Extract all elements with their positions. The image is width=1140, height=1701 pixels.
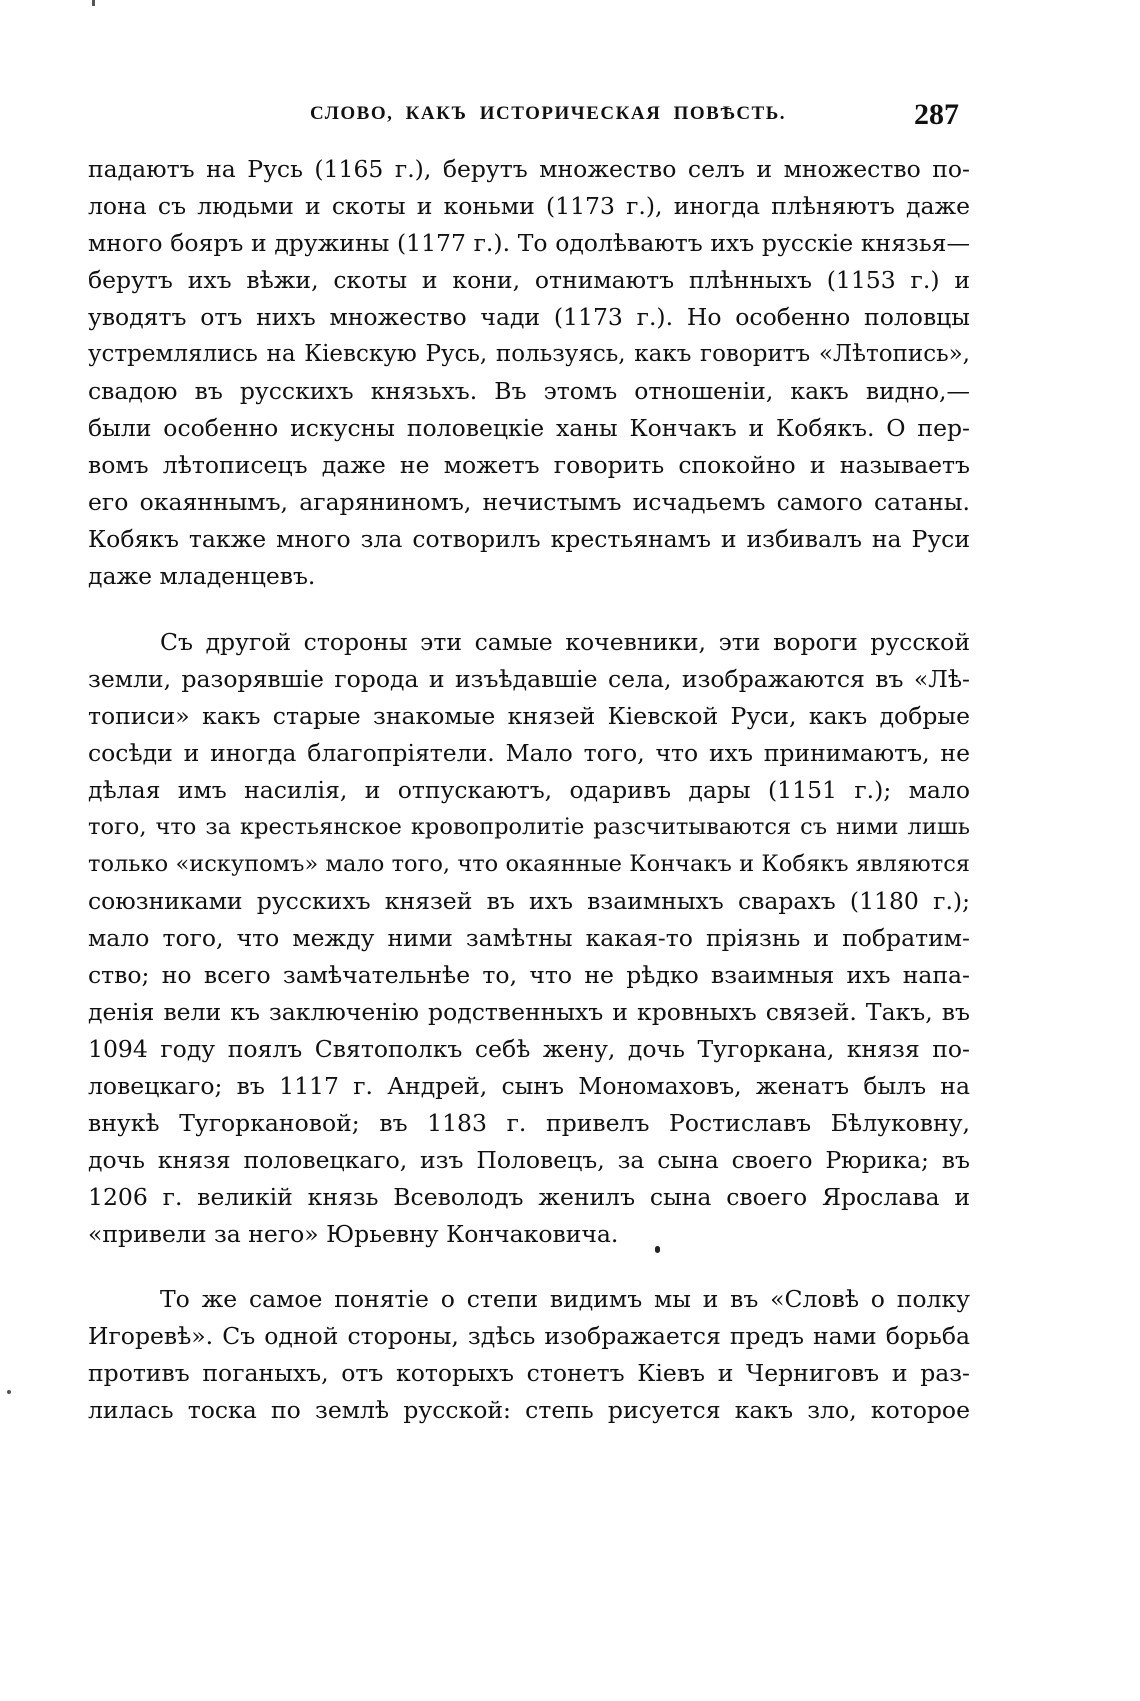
scan-speck	[92, 0, 95, 6]
text-line: дочь князя половецкаго, изъ Половецъ, за сына своего Рюрика; въ	[88, 1146, 970, 1174]
text-line: дѣлая имъ насилія, и отпускаютъ, одаривъ дары (1151 г.); мало	[88, 776, 970, 804]
text-line: Кобякъ также много зла сотворилъ крестьянамъ и избивалъ на Руси	[88, 525, 970, 553]
text-line: мало того, что между ними замѣтны какая-то пріязнь и побратим-	[88, 924, 970, 952]
text-line: даже младенцевъ.	[88, 562, 316, 590]
text-line: 1094 году поялъ Святополкъ себѣ жену, дочь Тугоркана, князя по-	[88, 1035, 970, 1063]
text-line: тописи» какъ старые знакомые князей Кіевской Руси, какъ добрые	[88, 702, 970, 730]
text-line: много бояръ и дружины (1177 г.). То одолѣваютъ ихъ русскіе князья—	[88, 229, 970, 257]
text-line: союзниками русскихъ князей въ ихъ взаимныхъ сварахъ (1180 г.);	[88, 887, 970, 915]
text-line: ство; но всего замѣчательнѣе то, что не рѣдко взаимныя ихъ напа-	[88, 961, 970, 989]
text-line: Игоревѣ». Съ одной стороны, здѣсь изображается предъ нами борьба	[88, 1322, 970, 1350]
text-line: свадою въ русскихъ князьхъ. Въ этомъ отношеніи, какъ видно,—	[88, 377, 970, 405]
scan-speck	[655, 1246, 660, 1253]
text-line: берутъ ихъ вѣжи, скоты и кони, отнимаютъ плѣнныхъ (1153 г.) и	[88, 266, 970, 294]
text-line: только «искупомъ» мало того, что окаянные Кончакъ и Кобякъ являются	[88, 851, 970, 877]
scan-speck	[7, 1390, 11, 1394]
text-line: денія вели къ заключенію родственныхъ и кровныхъ связей. Такъ, въ	[88, 998, 970, 1026]
text-line: вомъ лѣтописецъ даже не можетъ говорить спокойно и называетъ	[88, 451, 970, 479]
text-line: лона съ людьми и скоты и коньми (1173 г.), иногда плѣняютъ даже	[88, 192, 970, 220]
text-line: Съ другой стороны эти самые кочевники, эти вороги русской	[160, 628, 970, 656]
text-line: лилась тоска по землѣ русской: степь рисуется какъ зло, которое	[88, 1396, 970, 1424]
text-line: земли, разорявшіе города и изъѣдавшіе села, изображаются въ «Лѣ-	[88, 665, 970, 693]
text-line: сосѣди и иногда благопріятели. Мало того, что ихъ принимаютъ, не	[88, 739, 970, 767]
text-line: То же самое понятіе о степи видимъ мы и въ «Словѣ о полку	[160, 1285, 970, 1313]
page-number: 287	[914, 98, 959, 131]
text-line: были особенно искусны половецкіе ханы Кончакъ и Кобякъ. О пер-	[88, 414, 970, 442]
text-line: падаютъ на Русь (1165 г.), берутъ множество селъ и множество по-	[88, 155, 970, 183]
text-line: уводятъ отъ нихъ множество чади (1173 г.). Но особенно половцы	[88, 303, 970, 331]
text-line: ловецкаго; въ 1117 г. Андрей, сынъ Мономаховъ, женатъ былъ на	[88, 1072, 970, 1100]
text-line: того, что за крестьянское кровопролитіе разсчитываются съ ними лишь	[88, 814, 970, 840]
text-line: его окаяннымъ, агаряниномъ, нечистымъ исчадьемъ самого сатаны.	[88, 488, 970, 516]
text-line: внукѣ Тугоркановой; въ 1183 г. привелъ Ростиславъ Бѣлуковну,	[88, 1109, 970, 1137]
text-line: противъ поганыхъ, отъ которыхъ стонетъ Кіевъ и Черниговъ и раз-	[88, 1359, 970, 1387]
text-line: 1206 г. великій князь Всеволодъ женилъ сына своего Ярослава и	[88, 1183, 970, 1211]
text-line: устремлялись на Кіевскую Русь, пользуясь, какъ говоритъ «Лѣтопись»,	[88, 341, 970, 367]
running-title: СЛОВО, КАКЪ ИСТОРИЧЕСКАЯ ПОВѢСТЬ.	[310, 103, 787, 124]
text-line: «привели за него» Юрьевну Кончаковича.	[88, 1220, 619, 1248]
